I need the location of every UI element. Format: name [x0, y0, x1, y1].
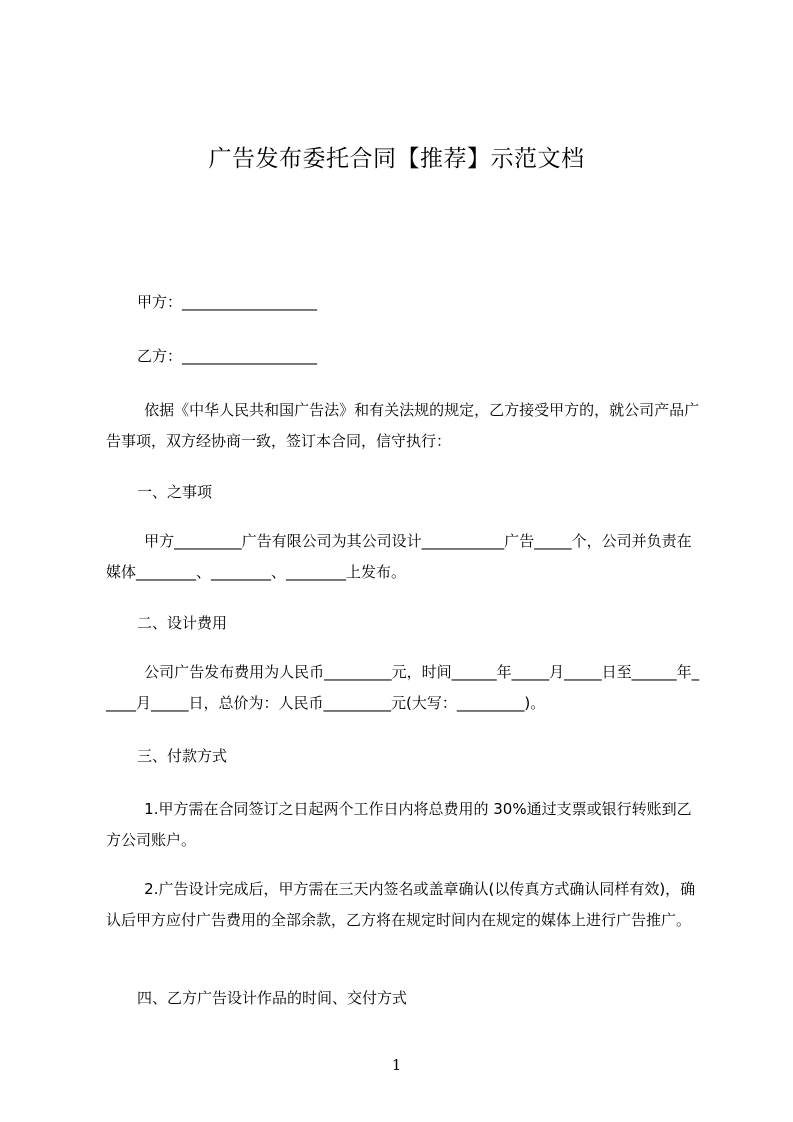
- party-b-line: 乙方：__________________: [137, 347, 318, 365]
- document-title: 广告发布委托合同【推荐】示范文档: [208, 146, 585, 172]
- intro-paragraph: 依据《中华人民共和国广告法》和有关法规的规定，乙方接受甲方的，就公司产品广告事项，双方经协商一致，签订本合同，信守执行：: [106, 401, 700, 450]
- section-4-heading: 四、乙方广告设计作品的时间、交付方式: [137, 989, 408, 1007]
- section-2-heading: 二、设计费用: [137, 614, 228, 632]
- section-1-body: 甲方_________广告有限公司为其公司设计___________广告_____个，公司并负责在媒体________、________、________上发布。: [106, 532, 692, 581]
- section-3-heading: 三、付款方式: [137, 747, 228, 765]
- section-1-heading: 一、之事项: [137, 483, 213, 501]
- section-3-item-2: 2.广告设计完成后，甲方需在三天内签名或盖章确认(以传真方式确认同样有效)，确认后甲方应付广告费用的全部余款，乙方将在规定时间内在规定的媒体上进行广告推广。: [106, 880, 696, 929]
- party-a-line: 甲方：__________________: [137, 293, 318, 311]
- page-number: 1: [391, 1056, 402, 1074]
- section-2-body: 公司广告发布费用为人民币_________元，时间______年_____月_____日至______年_____月_____日，总价为：人民币_________元(大写：_________)。: [106, 663, 700, 712]
- section-3-item-1: 1.甲方需在合同签订之日起两个工作日内将总费用的 30%通过支票或银行转账到乙方公司账户。: [106, 800, 692, 849]
